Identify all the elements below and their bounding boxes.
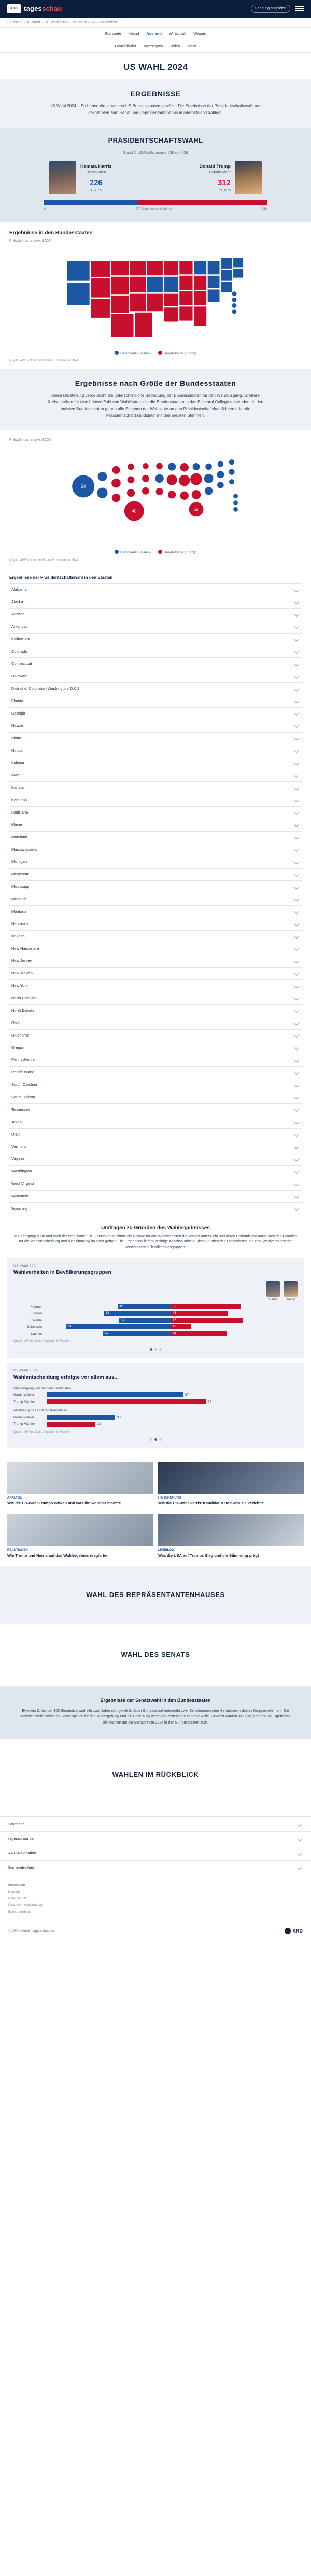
sub-navigation — [0, 40, 311, 53]
state-row[interactable]: New Hampshire — [9, 943, 302, 956]
teaser-kicker: ANALYSE — [7, 1496, 22, 1500]
nav-item-ausland[interactable]: Ausland — [146, 31, 162, 36]
chevron-down-icon — [294, 1194, 299, 1198]
scale-max: 538 — [261, 208, 267, 212]
state-row[interactable]: Washington — [9, 1166, 302, 1178]
bubble-map-block — [0, 430, 311, 568]
breadcrumb-item-2[interactable]: US-Wahl 2024 — [44, 21, 68, 24]
state-row[interactable]: Hawaii — [9, 720, 302, 733]
map1-title: Ergebnisse in den Bundesstaaten — [9, 230, 93, 236]
harris-electoral-pct: 42,0 % — [90, 189, 102, 193]
chevron-down-icon — [294, 761, 299, 765]
bubble-map-text: Diese Darstellung verdeutlicht die unterschiedliche Bedeutung der Bundesstaaten für den Wahlausgang. Größere Kreise stehen für eine höhere Zahl von Wahlleuten, die die Bundesstaaten in das Electoral College entsenden. In den meisten Bundesstaaten gehen alle Stimmen der Wahlleute an den Präsidentschaftskandidaten oder die Präsidentschaftskandidatin mit den meisten Stimmen. — [48, 393, 263, 418]
chevron-down-icon — [294, 909, 299, 914]
teaser-headline: Was die USA auf Trumps Sieg und die Stimmung prägt — [158, 1552, 259, 1558]
house-election-heading: WAHL DES REPRÄSENTANTENHAUSES — [86, 1591, 225, 1599]
polls-section-title: Umfragen zu Gründen des Wahlergebnisses — [101, 1225, 210, 1231]
trump-party: Republikaner — [209, 171, 231, 175]
senate-election-heading: WAHL DES SENATS — [121, 1650, 190, 1658]
breadcrumb-item-0[interactable]: Startseite — [7, 21, 23, 24]
teaser-kicker: HINTERGRUND — [158, 1496, 181, 1500]
burger-menu-icon[interactable] — [295, 6, 304, 11]
teaser-thumbnail — [158, 1514, 304, 1546]
breadcrumb-item-3: US-Wahl 2024 – Ergebnisse — [72, 21, 118, 24]
states-accordion — [9, 583, 302, 1215]
chevron-down-icon — [294, 773, 299, 777]
footer-row[interactable]: Startseite — [0, 1817, 311, 1831]
state-row[interactable]: Minnesota — [9, 869, 302, 881]
chevron-down-icon — [294, 810, 299, 815]
poll-card-voting-groups — [7, 1258, 304, 1358]
chevron-down-icon — [294, 860, 299, 864]
poll-card-decision-reasons — [7, 1363, 304, 1448]
chevron-down-icon — [294, 674, 299, 678]
results-intro-text: US-Wahl 2024 – So haben die einzelnen US-Bundesstaaten gewählt: Die Ergebnisse der Präsidentschaftswahl und der Wahlen zum Senat und Repräsentantenhaus in interaktiven Grafiken. — [49, 103, 262, 115]
results-heading: ERGEBNISSE — [130, 89, 181, 98]
state-row[interactable]: Wisconsin — [9, 1191, 302, 1203]
state-row[interactable]: Kansas — [9, 782, 302, 794]
chevron-down-icon — [294, 1046, 299, 1050]
state-row[interactable]: Oklahoma — [9, 1030, 302, 1042]
chevron-down-icon — [294, 959, 299, 963]
teaser-card[interactable] — [7, 1462, 153, 1506]
state-row[interactable]: South Dakota — [9, 1091, 302, 1104]
footer-row[interactable]: ARD-Navigation — [0, 1846, 311, 1860]
nav-item-wirtschaft[interactable]: Wirtschaft — [168, 31, 187, 36]
results-intro-band — [0, 79, 311, 128]
poll1-title: Wahlverhalten in Bevölkerungsgruppen — [13, 1270, 111, 1276]
poll2-subtitle-b: Ablehnung des anderen Kandidaten — [13, 1409, 67, 1413]
map1-legend — [9, 351, 302, 356]
state-row[interactable]: Rhode Island — [9, 1067, 302, 1079]
state-row[interactable]: Nevada — [9, 931, 302, 943]
teaser-grid-top — [0, 1453, 311, 1514]
chevron-down-icon — [294, 897, 299, 901]
site-logo-text: tagesschau — [24, 4, 62, 12]
state-row[interactable]: Michigan — [9, 856, 302, 869]
carousel-dot[interactable] — [159, 1348, 162, 1351]
footer-row[interactable]: tagesschau.de — [0, 1831, 311, 1846]
harris-portrait-small — [266, 1281, 280, 1297]
chevron-down-icon — [294, 1070, 299, 1074]
trump-name: Donald Trump — [199, 164, 231, 170]
footer-link-barrierefreiheit[interactable]: Barrierefreiheit — [8, 1910, 31, 1914]
poll2-row: Harris-Wähler 67 — [13, 1393, 189, 1397]
svg-text:40: 40 — [132, 509, 137, 514]
legend2-democrat: Demokraten (Harris) — [115, 550, 151, 555]
state-row[interactable]: Georgia — [9, 708, 302, 720]
poll1-group-row: Männer 42 55 — [13, 1304, 298, 1309]
teaser-card[interactable] — [158, 1514, 304, 1558]
teaser-card[interactable] — [158, 1462, 304, 1506]
footer-link-kontakt[interactable]: Kontakt — [8, 1889, 20, 1894]
chevron-down-icon — [294, 872, 299, 876]
chevron-down-icon — [294, 798, 299, 802]
legend2-republican: Republikaner (Trump) — [158, 550, 196, 555]
poll1-group-row: Weiße 41 57 — [13, 1318, 298, 1323]
teaser-headline: Wie die US-Wahl Harris' Kandidatur und was sie verfehlte — [158, 1501, 264, 1506]
state-row[interactable]: New Mexico — [9, 968, 302, 980]
poll1-group-row: Frauen 53 45 — [13, 1311, 298, 1316]
footer-bottom — [0, 1922, 311, 1944]
chevron-down-icon — [294, 612, 299, 617]
state-row[interactable]: Montana — [9, 906, 302, 918]
chevron-down-icon — [294, 650, 299, 654]
carousel-dot[interactable] — [150, 1348, 152, 1351]
ard-logo[interactable]: ARD — [285, 1928, 303, 1935]
poll2-subtitle-a: Überzeugung von meinem Kandidaten — [13, 1386, 71, 1390]
senate-info-band — [0, 1686, 311, 1740]
state-row[interactable]: Louisiana — [9, 807, 302, 819]
state-row[interactable]: Oregon — [9, 1042, 302, 1055]
state-row[interactable]: North Carolina — [9, 992, 302, 1005]
chevron-down-icon — [294, 687, 299, 691]
poll2-bars-a — [13, 1392, 298, 1404]
teaser-headline: Wie die US-Wahl Trumps Wirken und was ihn wählbar machte — [7, 1501, 121, 1506]
footer-links — [0, 1817, 311, 1875]
senate-info-heading: Ergebnisse der Senatswahl in den Bundesstaaten — [100, 1697, 211, 1703]
state-row[interactable]: Connecticut — [9, 658, 302, 670]
chevron-down-icon — [294, 947, 299, 951]
chevron-down-icon — [294, 1033, 299, 1038]
legend-democrat: Demokraten (Harris) — [115, 351, 151, 356]
poll2-carousel-dots[interactable] — [13, 1438, 298, 1441]
state-row[interactable]: Colorado — [9, 646, 302, 659]
chevron-down-icon — [294, 749, 299, 753]
state-row[interactable]: South Carolina — [9, 1079, 302, 1091]
state-row[interactable]: Indiana — [9, 757, 302, 769]
poll1-note: Quelle: AP VoteCast, Angaben in Prozent — [13, 1340, 70, 1343]
us-bubble-map-svg — [9, 447, 302, 545]
state-row[interactable]: Arizona — [9, 609, 302, 621]
teaser-thumbnail — [158, 1462, 304, 1494]
poll2-bars-b — [13, 1415, 298, 1427]
chevron-down-icon — [294, 1182, 299, 1186]
poll1-group-row: Latinos 54 44 — [13, 1331, 298, 1336]
ard-dot-icon — [285, 1928, 291, 1934]
state-row[interactable]: Mississippi — [9, 881, 302, 893]
chevron-down-icon — [294, 1108, 299, 1112]
carousel-dot[interactable] — [154, 1438, 157, 1441]
chevron-down-icon — [294, 1145, 299, 1149]
poll2-row: Trump-Wähler 77 — [13, 1399, 212, 1404]
us-map-svg — [9, 248, 302, 346]
poll2-kicker: US-Wahl 2024 — [13, 1369, 38, 1373]
poll1-kicker: US-Wahl 2024 — [13, 1264, 38, 1268]
chevron-down-icon — [294, 934, 299, 939]
chevron-down-icon — [294, 823, 299, 827]
trump-electoral-pct: 58,0 % — [219, 189, 231, 193]
state-row[interactable]: Kentucky — [9, 794, 302, 807]
poll1-bars — [13, 1304, 298, 1336]
senate-info-text: Etwa ein Drittel der 100 Senatsitze wird alle zwei Jahre neu gewählt. Jeder Bundesstaat entsendet zwei Senatorinnen oder Senatoren in dieses Kongresselement. Die Mehrheitsverhältnisse im Senat spielen für die Gesetzgebung und die Besetzung wichtiger Posten eine zentrale Rolle. Gewählt wurden 34 Sitze, über die 34 Ergebnisse der Wahlen um die Senatorsitze 2024 in den Bundesstaaten zum. — [20, 1709, 291, 1725]
majority-label: 270 Stimmen zur Mehrheit — [135, 208, 172, 212]
state-row[interactable]: Pennsylvania — [9, 1054, 302, 1067]
site-footer — [0, 1816, 311, 1944]
state-row[interactable]: North Dakota — [9, 1005, 302, 1017]
teaser-kicker: LIVEBLOG — [158, 1549, 174, 1552]
poll2-title: Wahlentscheidung erfolgte vor allem aus... — [13, 1375, 119, 1381]
footer-link-impressum[interactable]: Impressum — [8, 1883, 25, 1887]
teaser-thumbnail — [7, 1462, 153, 1494]
house-election-band — [0, 1566, 311, 1624]
poll2-row: Trump-Wähler 23 — [13, 1422, 101, 1426]
harris-electoral-votes: 226 — [89, 178, 103, 187]
map1-source-note: Quelle: AP/Election.com/Stand 6. November 2024 — [9, 359, 78, 363]
map2-legend — [9, 550, 302, 555]
retrospective-band — [0, 1739, 311, 1811]
poll1-group-row: Schwarze 83 16 — [13, 1324, 298, 1329]
breadcrumb: Startseite › Ausland › US-Wahl 2024 › US-Wahl 2024 – Ergebnisse — [0, 18, 311, 28]
state-row[interactable]: Maryland — [9, 832, 302, 844]
candidate-trump — [156, 161, 267, 194]
chevron-down-icon — [294, 736, 299, 740]
chevron-down-icon — [294, 885, 299, 889]
teaser-headline: Wie Trump und Harris auf das Wahlergebnis reagierten — [7, 1552, 109, 1558]
nav-item-wissen[interactable]: Wissen — [193, 31, 206, 36]
chevron-down-icon — [294, 1120, 299, 1124]
carousel-dot[interactable] — [150, 1438, 152, 1441]
chevron-down-icon — [294, 600, 299, 604]
state-row[interactable]: Tennessee — [9, 1104, 302, 1116]
state-row[interactable]: Alaska — [9, 596, 302, 609]
chevron-down-icon — [294, 1058, 299, 1062]
chevron-down-icon — [294, 848, 299, 852]
chevron-down-icon — [294, 1169, 299, 1173]
page-title: US WAHL 2024 — [123, 62, 188, 72]
poll1-head-harris: Harris — [266, 1281, 280, 1303]
state-row[interactable]: Kalifornien — [9, 634, 302, 646]
state-row[interactable]: Massachusetts — [9, 844, 302, 857]
bubble-map-intro-band — [0, 369, 311, 430]
nav-item-inland[interactable]: Inland — [128, 31, 139, 36]
chevron-down-icon — [294, 786, 299, 790]
nav-item-mehr[interactable]: Mehr — [187, 44, 196, 49]
nav-item-faktenfinder[interactable]: Faktenfinder — [115, 44, 137, 49]
teaser-thumbnail — [7, 1514, 153, 1546]
breadcrumb-item-1[interactable]: Ausland — [26, 21, 40, 24]
ard-logo-mark: ARD — [7, 4, 21, 13]
state-row[interactable]: Vermont — [9, 1141, 302, 1154]
electoral-vote-bar — [44, 200, 267, 205]
nav-item-video[interactable]: Video — [170, 44, 180, 49]
site-logo[interactable] — [7, 4, 62, 14]
chevron-down-icon — [298, 1837, 302, 1841]
trump-portrait — [235, 161, 262, 194]
trump-electoral-votes: 312 — [217, 178, 231, 187]
map1-subtitle: Präsidentschaftswahl 2024 — [9, 239, 53, 243]
chevron-down-icon — [298, 1851, 302, 1855]
teaser-kicker: REAKTIONEN — [7, 1549, 28, 1552]
chevron-down-icon — [294, 1083, 299, 1087]
us-choropleth-map[interactable] — [9, 248, 302, 346]
state-row[interactable]: Iowa — [9, 769, 302, 782]
chevron-down-icon — [294, 637, 299, 641]
bubble-map-heading: Ergebnisse nach Größe der Bundesstaaten — [75, 379, 236, 387]
presidential-section — [0, 128, 311, 222]
footer-link-datenschutz[interactable]: Datenschutz — [8, 1896, 27, 1900]
chevron-down-icon — [294, 1021, 299, 1025]
scale-min: 0 — [44, 208, 46, 212]
state-row[interactable]: New York — [9, 980, 302, 992]
state-row[interactable]: Nebraska — [9, 918, 302, 931]
state-row[interactable]: Arkansas — [9, 621, 302, 634]
state-row[interactable]: West Virginia — [9, 1178, 302, 1191]
chevron-down-icon — [294, 1207, 299, 1211]
teaser-grid-bottom — [0, 1514, 311, 1566]
state-row[interactable]: Missouri — [9, 893, 302, 906]
map2-subtitle: Präsidentschaftswahl 2024 — [9, 438, 53, 442]
presidential-heading: PRÄSIDENTSCHAFTSWAHL — [108, 136, 203, 145]
trump-portrait-small — [284, 1281, 298, 1297]
states-accordion-title: Ergebnisse der Präsidentschaftswahl in den Staaten — [9, 575, 113, 580]
chevron-down-icon — [294, 922, 299, 926]
presidential-subline: Stand 6. US-Wahlstimmen: 538 von 538 — [123, 151, 188, 156]
chevron-down-icon — [294, 711, 299, 716]
header-actions — [251, 5, 304, 13]
carousel-dot[interactable] — [159, 1438, 162, 1441]
poll2-row: Harris-Wähler 33 — [13, 1416, 121, 1420]
poll2-note: Quelle: AP VoteCast, Angaben in Prozent — [13, 1430, 70, 1434]
chevron-down-icon — [294, 984, 299, 988]
chevron-down-icon — [294, 835, 299, 839]
map2-source-note: Quelle: AP/Election.com/Stand 6. November 2024 — [9, 558, 78, 562]
harris-name: Kamala Harris — [80, 164, 112, 170]
harris-party: Demokraten — [86, 171, 106, 175]
electoral-vote-scale — [44, 207, 267, 212]
chevron-down-icon — [294, 1009, 299, 1013]
svg-text:30: 30 — [194, 508, 199, 512]
chevron-down-icon — [294, 1095, 299, 1099]
carousel-dot[interactable] — [154, 1348, 157, 1351]
chevron-down-icon — [294, 662, 299, 666]
chevron-down-icon — [294, 699, 299, 703]
candidate-row — [44, 161, 267, 194]
state-row[interactable]: Ohio — [9, 1017, 302, 1030]
chevron-down-icon — [294, 724, 299, 728]
legend-republican: Republikaner (Trump) — [158, 351, 196, 356]
copyright: © ARD-aktuell / tagesschau.de — [8, 1929, 54, 1933]
retrospective-heading: WAHLEN IM RÜCKBLICK — [112, 1771, 199, 1779]
chevron-down-icon — [294, 1157, 299, 1161]
polls-intro: In Befragungen am und nach der Wahl haben US-Forschungsinstitute die Gründe für das Wahlverhalten der Wähler untersucht und deren Herkunft und auch nach den Gründen für die Wahlentscheidung und die Stimmung im Land gefragt. Die Ergebnisse liefern wichtige Anhaltspunkte zu den Gründen des Ergebnisses und zum Wahlverhalten der verschiedenen Bevölkerungsgruppen. — [14, 1235, 297, 1249]
state-row[interactable]: Utah — [9, 1129, 302, 1141]
poll1-carousel-dots[interactable] — [13, 1348, 298, 1351]
main-navigation — [0, 28, 311, 40]
footer-small-links — [0, 1875, 311, 1922]
chevron-down-icon — [294, 971, 299, 975]
nav-item-startseite[interactable]: Startseite — [105, 31, 121, 36]
chevron-down-icon — [298, 1823, 302, 1827]
chevron-down-icon — [294, 625, 299, 629]
senate-election-band — [0, 1624, 311, 1686]
state-row[interactable]: Texas — [9, 1116, 302, 1129]
state-results-map-block — [0, 222, 311, 369]
state-row[interactable]: Wyoming — [9, 1203, 302, 1215]
footer-link-datenschutzeinstellung[interactable]: Datenschutzeinstellung — [8, 1903, 44, 1907]
state-row[interactable]: Maine — [9, 819, 302, 832]
state-row[interactable]: Delaware — [9, 670, 302, 683]
poll1-head-trump: Trump — [284, 1281, 298, 1303]
play-broadcast-button[interactable]: Sendung abspielen — [251, 5, 290, 13]
state-row[interactable]: Virginia — [9, 1153, 302, 1166]
chevron-down-icon — [298, 1866, 302, 1870]
state-row[interactable]: Alabama — [9, 584, 302, 596]
poll1-candidate-heads — [13, 1281, 298, 1303]
state-row[interactable]: District of Columbia (Washington, D.C.) — [9, 683, 302, 695]
footer-row[interactable]: Barrierefreiheit — [0, 1860, 311, 1875]
harris-portrait — [49, 161, 76, 194]
state-row[interactable]: Idaho — [9, 733, 302, 745]
chevron-down-icon — [294, 996, 299, 1000]
chevron-down-icon — [294, 1132, 299, 1137]
teaser-card[interactable] — [7, 1514, 153, 1558]
svg-text:54: 54 — [80, 484, 86, 489]
state-row[interactable]: Illinois — [9, 745, 302, 758]
site-header — [0, 0, 311, 18]
us-bubble-map[interactable] — [9, 447, 302, 545]
state-row[interactable]: Florida — [9, 695, 302, 708]
chevron-down-icon — [294, 587, 299, 592]
candidate-harris — [44, 161, 156, 194]
state-row[interactable]: New Jersey — [9, 955, 302, 968]
nav-item-investigativ[interactable]: Investigativ — [144, 44, 163, 49]
